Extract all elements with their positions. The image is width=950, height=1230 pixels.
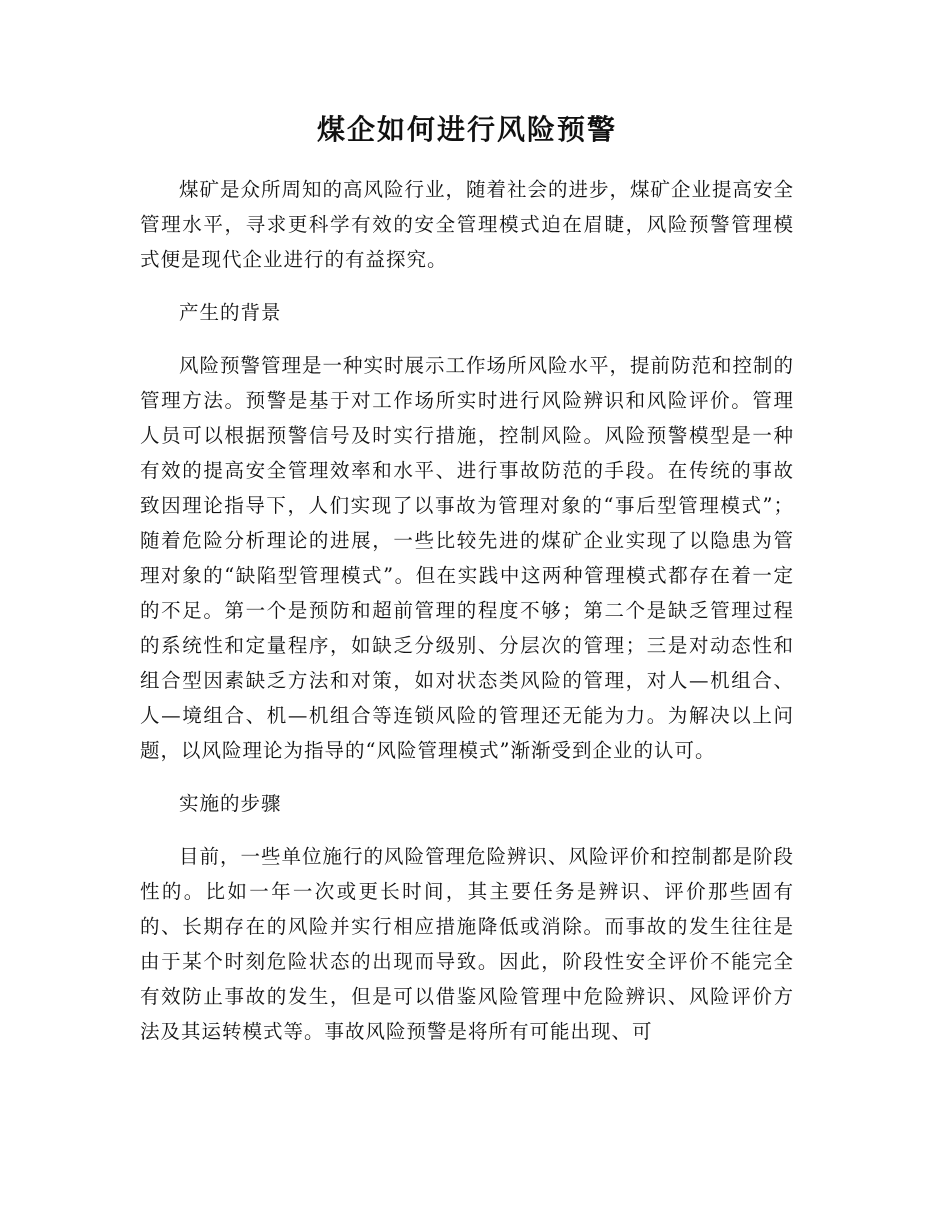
- section-heading-background: 产生的背景: [179, 301, 282, 324]
- page-title: 煤企如何进行风险预警: [316, 113, 617, 146]
- section-heading-steps: 实施的步骤: [179, 792, 282, 815]
- intro-paragraph: 煤矿是众所周知的高风险行业，随着社会的进步，煤矿企业提高安全管理水平，寻求更科学有效的安全管理模式迫在眉睫，风险预警管理模式便是现代企业进行的有益探究。: [140, 178, 795, 271]
- document-page: [140, 110, 794, 1067]
- steps-paragraph: 目前，一些单位施行的风险管理危险辨识、风险评价和控制都是阶段性的。比如一年一次或更长时间，其主要任务是辨识、评价那些固有的、长期存在的风险并实行相应措施降低或消除。而事故的发生往往是由于某个时刻危险状态的出现而导致。因此，阶段性安全评价不能完全有效防止事故的发生，但是可以借鉴风险管理中危险辨识、风险评价方法及其运转模式等。事故风险预警是将所有可能出现、可: [140, 845, 795, 1043]
- background-paragraph: 风险预警管理是一种实时展示工作场所风险水平，提前防范和控制的管理方法。预警是基于对工作场所实时进行风险辨识和风险评价。管理人员可以根据预警信号及时实行措施，控制风险。风险预警模型是一种有效的提高安全管理效率和水平、进行事故防范的手段。在传统的事故致因理论指导下，人们实现了以事故为管理对象的“事后型管理模式”；随着危险分析理论的进展，一些比较先进的煤矿企业实现了以隐患为管理对象的“缺陷型管理模式”。但在实践中这两种管理模式都存在着一定的不足。第一个是预防和超前管理的程度不够；第二个是缺乏管理过程的系统性和定量程序，如缺乏分级别、分层次的管理；三是对动态性和组合型因素缺乏方法和对策，如对状态类风险的管理，对人—机组合、人—境组合、机—机组合等连锁风险的管理还无能为力。为解决以上问题，以风险理论为指导的“风险管理模式”渐渐受到企业的认可。: [140, 354, 795, 762]
